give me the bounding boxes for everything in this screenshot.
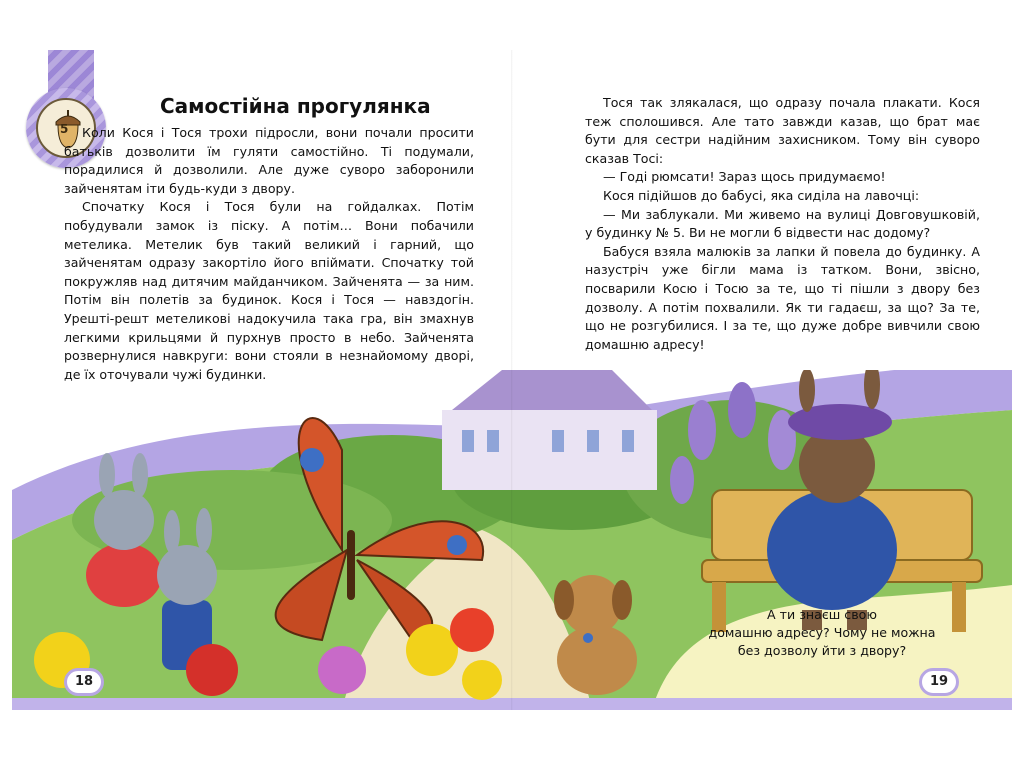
book-spread [12,50,1012,710]
question-text [702,606,942,660]
paragraph: Спочатку Кося і Тося були на гойдалках. Потім побудували замок із піску. А потім… Вони побачили метелика. Метелик був такий великий і гарний, що зайченятам одразу закортіло його впіймати. Спочатку той покружляв над дитячим майданчиком. Зайченята — за ним. Потім він полетів за будинок. Кося і Тося — навздогін. Урешті-решт метеликові надокучила така гра, він змахнув легкими крильцями й пурхнув просто в небо. Зайченята розвернулися навкруги: вони стояли в незнайомому дворі, де їх оточували чужі будинки. [64,199,474,382]
paragraph: Кося підійшов до бабусі, яка сиділа на лавочці: [603,187,920,203]
badge-number: 5 [60,122,69,136]
question-line: без дозволу йти з двору? [737,643,907,658]
left-text [64,124,474,384]
paragraph: — Годі рюмсати! Зараз щось придумаємо! [603,169,886,185]
question-line: А ти знаєш свою [767,607,877,622]
story-title: Самостійна прогулянка [160,94,431,118]
right-text [585,94,980,354]
paragraph: Коли Кося і Тося трохи підросли, вони почали просити батьків дозволити їм гуляти самостійно. Ті подумали, порадилися й дозволили. Але дуже суворо заборонили зайченятам іти будь-куди з двору. [64,125,474,196]
page-number-right: 19 [919,668,959,696]
house-icon [442,370,657,490]
question-line: домашню адресу? Чому не можна [708,625,936,640]
paragraph: Бабуся взяла малюків за лапки й повела до будинку. А назустріч уже бігли мама із татком. Вони, звісно, посварили Косю і Тосю за те, що ті пішли з двору без дозволу. А потім похвалили. Як ти гадаєш, за що? За те, що не розгубилися. І за те, що дуже добре вивчили свою домашню адресу! [585,243,980,352]
paragraph: Тося так злякалася, що одразу почала плакати. Кося теж сполошився. Але тато завжди казав, що брат має бути для сестри надійним захисником. Тому він суворо сказав Тосі: [585,95,980,166]
paragraph: — Ми заблукали. Ми живемо на вулиці Довговушковій, у будинку № 5. Ви не могли б відвести нас додому? [585,206,980,241]
page-number-left: 18 [64,668,104,696]
book-gutter [511,50,513,710]
